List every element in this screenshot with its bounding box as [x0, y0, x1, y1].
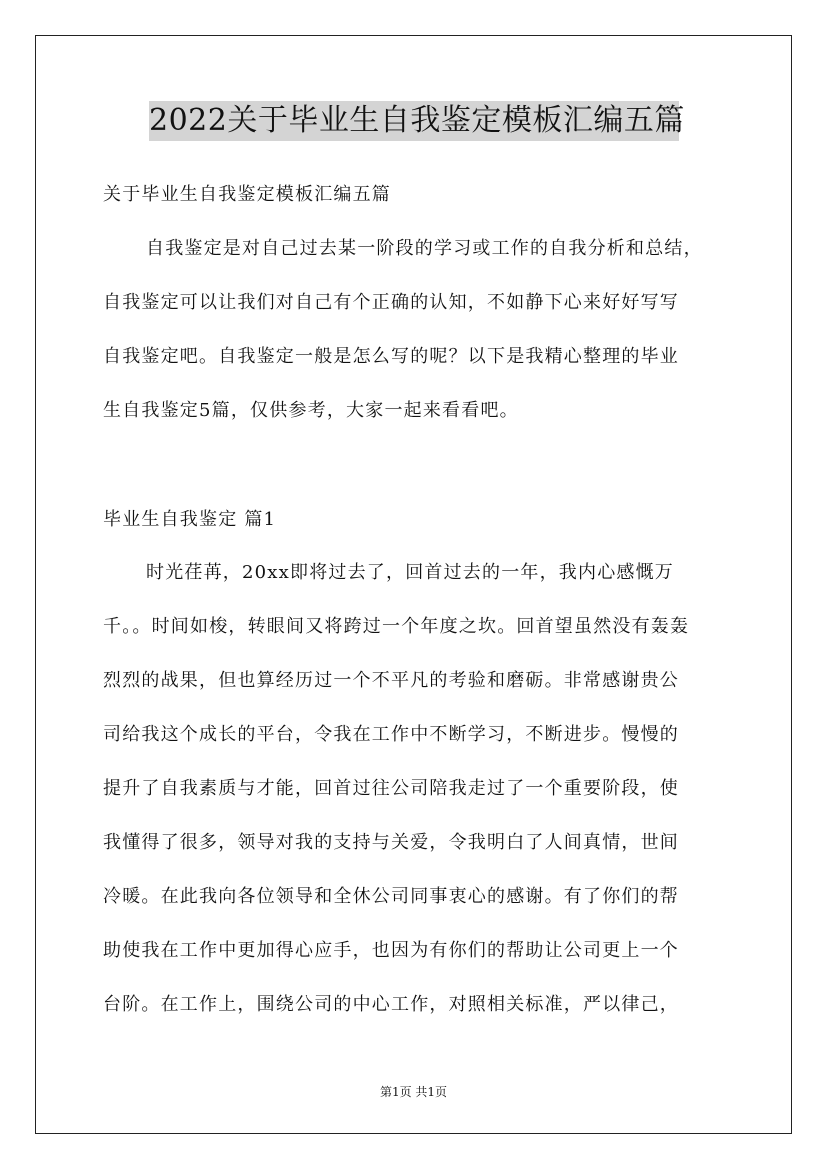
intro-line: 自我鉴定可以让我们对自己有个正确的认知，不如静下心来好好写写: [103, 292, 679, 313]
section-line: 司给我这个成长的平台，令我在工作中不断学习，不断进步。慢慢的: [103, 724, 679, 745]
section-line: 烈烈的战果，但也算经历过一个不平凡的考验和磨砺。非常感谢贵公: [103, 670, 679, 691]
intro-line: 自我鉴定吧。自我鉴定一般是怎么写的呢？以下是我精心整理的毕业: [103, 346, 679, 367]
document-title: 2022关于毕业生自我鉴定模板汇编五篇: [149, 101, 679, 141]
section-line: 千。。时间如梭，转眼间又将跨过一个年度之坎。回首望虽然没有轰轰: [103, 616, 690, 637]
section-line: 冷暖。在此我向各位领导和全休公司同事衷心的感谢。有了你们的帮: [103, 886, 679, 907]
section-line: 提升了自我素质与才能，回首过往公司陪我走过了一个重要阶段，使: [103, 778, 679, 799]
document-subtitle: 关于毕业生自我鉴定模板汇编五篇: [103, 184, 391, 205]
section-line: 我懂得了很多，领导对我的支持与关爱，令我明白了人间真情，世间: [103, 832, 679, 853]
intro-line: 自我鉴定是对自己过去某一阶段的学习或工作的自我分析和总结，: [146, 238, 703, 259]
section-line: 助使我在工作中更加得心应手，也因为有你们的帮助让公司更上一个: [103, 940, 679, 961]
section-line: 时光荏苒，20xx即将过去了，回首过去的一年，我内心感慨万: [146, 562, 675, 583]
section-heading: 毕业生自我鉴定 篇1: [103, 509, 277, 530]
page-footer: 第1页 共1页: [379, 1085, 448, 1099]
section-line: 台阶。在工作上，围绕公司的中心工作，对照相关标准，严以律己，: [103, 994, 679, 1015]
intro-line: 生自我鉴定5篇，仅供参考，大家一起来看看吧。: [103, 400, 519, 421]
